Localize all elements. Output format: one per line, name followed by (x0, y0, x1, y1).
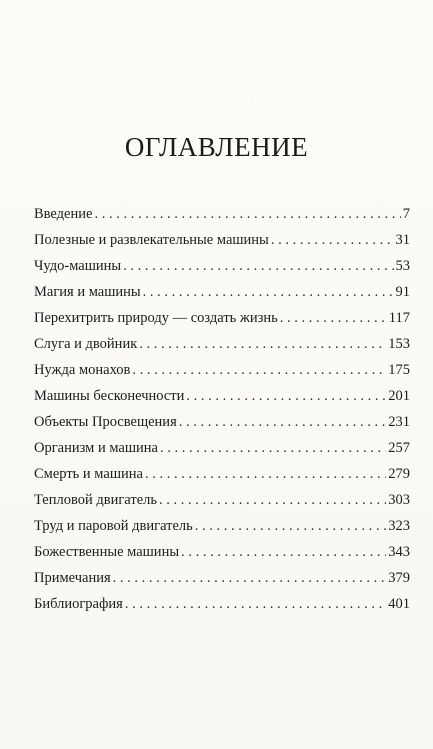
toc-entry-page: 117 (388, 310, 410, 326)
dot-leader (145, 461, 386, 487)
toc-entry-title: Магия и машины (34, 284, 141, 300)
toc-entry (34, 487, 410, 513)
toc-entry (34, 383, 410, 409)
dot-leader (123, 253, 393, 279)
toc-entry-page: 303 (388, 492, 410, 508)
toc-entry (34, 409, 410, 435)
toc-entry-page: 379 (388, 570, 410, 586)
page-title: ОГЛАВЛЕНИЕ (124, 132, 309, 162)
toc-entry-title: Перехитрить природу — создать жизнь (34, 310, 278, 326)
dot-leader (159, 487, 386, 513)
toc-entry-page: 401 (388, 596, 410, 612)
dot-leader (179, 409, 387, 435)
toc-entry-page: 91 (395, 284, 410, 300)
dot-leader (143, 279, 394, 305)
toc-entry-title: Нужда монахов (34, 362, 131, 378)
toc-entry-title: Машины бесконечности (34, 388, 185, 404)
dot-leader (132, 357, 386, 383)
toc-entry-title: Библиография (34, 596, 123, 612)
dot-leader (195, 513, 386, 539)
dot-leader (139, 331, 386, 357)
toc-entry (34, 279, 410, 305)
toc-entry (34, 591, 410, 617)
toc-entry-title: Чудо-машины (34, 258, 122, 274)
toc-entry-title: Тепловой двигатель (34, 492, 157, 508)
toc-entry (34, 331, 410, 357)
toc-entry (34, 305, 410, 331)
toc-entry-page: 201 (388, 388, 410, 404)
toc-entry-title: Введение (34, 206, 93, 222)
toc-entry-title: Полезные и развлекательные машины (34, 232, 269, 248)
toc-entry (34, 565, 410, 591)
toc-entry-title: Смерть и машина (34, 466, 143, 482)
toc-entry (34, 201, 410, 227)
dot-leader (271, 227, 394, 253)
dot-leader (280, 305, 387, 331)
toc-entry-title: Труд и паровой двигатель (34, 518, 193, 534)
toc-entry-title: Примечания (34, 570, 111, 586)
dot-leader (181, 539, 386, 565)
dot-leader (160, 435, 386, 461)
toc-entry (34, 253, 410, 279)
toc-entry-page: 53 (395, 258, 410, 274)
toc-entry (34, 461, 410, 487)
toc-entry-page: 175 (388, 362, 410, 378)
toc-entry-page: 231 (388, 414, 410, 430)
toc-entry-page: 279 (388, 466, 410, 482)
dot-leader (125, 591, 386, 617)
toc-entry-page: 343 (388, 544, 410, 560)
toc-entry-title: Организм и машина (34, 440, 158, 456)
toc-entry-page: 323 (388, 518, 410, 534)
table-of-contents (34, 201, 410, 617)
toc-entry-title: Объекты Просвещения (34, 414, 177, 430)
toc-entry-title: Божественные машины (34, 544, 180, 560)
dot-leader (113, 565, 387, 591)
toc-entry (34, 227, 410, 253)
toc-entry (34, 435, 410, 461)
toc-entry-page: 257 (388, 440, 410, 456)
toc-entry-page: 153 (388, 336, 410, 352)
toc-entry (34, 357, 410, 383)
toc-entry-page: 7 (402, 206, 410, 222)
toc-entry (34, 513, 410, 539)
toc-entry (34, 539, 410, 565)
toc-entry-title: Слуга и двойник (34, 336, 138, 352)
dot-leader (186, 383, 386, 409)
toc-entry-page: 31 (395, 232, 410, 248)
dot-leader (94, 201, 400, 227)
